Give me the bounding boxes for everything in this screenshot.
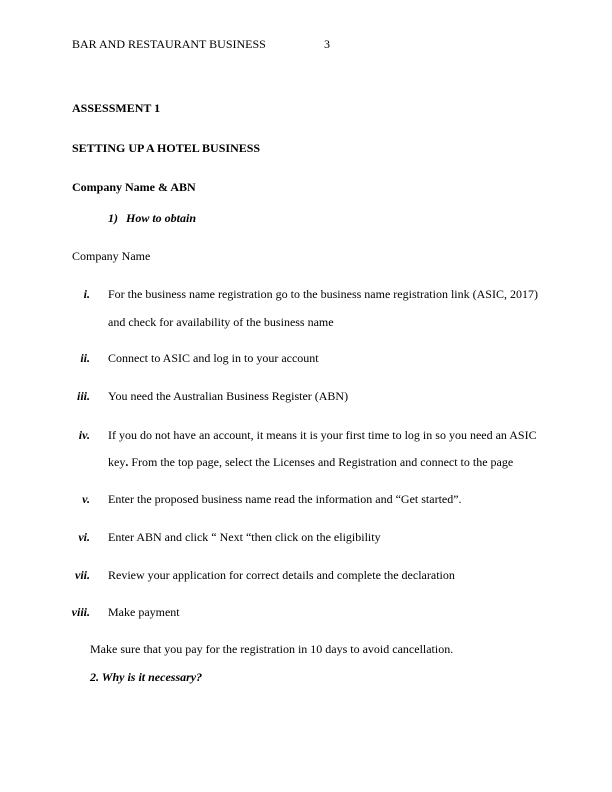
list-item-text: Enter the proposed business name read the information and “Get started”.	[108, 492, 462, 506]
heading-company-name-abn: Company Name & ABN	[72, 180, 196, 194]
subheading-title: How to obtain	[126, 211, 197, 225]
heading-assessment: ASSESSMENT 1	[72, 101, 161, 115]
list-numeral: v.	[82, 492, 90, 506]
list-numeral: viii.	[71, 605, 90, 619]
subheading-how-to-obtain	[108, 211, 196, 226]
heading-setting-up: SETTING UP A HOTEL BUSINESS	[72, 141, 261, 155]
list-numeral: i.	[83, 287, 90, 301]
list-item-text: Make payment	[108, 605, 180, 619]
subheading-why-necessary: 2. Why is it necessary?	[90, 670, 203, 684]
company-name-label: Company Name	[72, 249, 151, 263]
payment-note: Make sure that you pay for the registration in 10 days to avoid cancellation.	[90, 642, 454, 656]
list-item-text-continued	[108, 455, 513, 470]
list-item-text: Enter ABN and click “ Next “then click on the eligibility	[108, 530, 381, 544]
list-numeral: iv.	[78, 428, 90, 442]
list-numeral: vii.	[75, 568, 90, 582]
text-rest: From the top page, select the Licenses and Registration and connect to the page	[128, 455, 514, 469]
text-key: key	[108, 455, 126, 469]
list-item-text: You need the Australian Business Register (ABN)	[108, 389, 349, 403]
list-item-text: Review your application for correct details and complete the declaration	[108, 568, 455, 582]
running-header-title: BAR AND RESTAURANT BUSINESS	[72, 37, 266, 51]
list-item-text: Connect to ASIC and log in to your account	[108, 351, 319, 365]
list-item-text-continued: and check for availability of the business name	[108, 315, 334, 329]
list-numeral: ii.	[80, 351, 90, 365]
text-period: .	[125, 455, 129, 469]
list-numeral: vi.	[78, 530, 90, 544]
list-item-text: For the business name registration go to the business name registration link (ASIC, 2017)	[108, 287, 538, 301]
page-number: 3	[324, 37, 330, 51]
list-item-text: If you do not have an account, it means it is your first time to log in so you need an ASIC	[108, 428, 537, 442]
list-numeral: iii.	[76, 389, 90, 403]
subheading-number: 1)	[108, 211, 118, 225]
